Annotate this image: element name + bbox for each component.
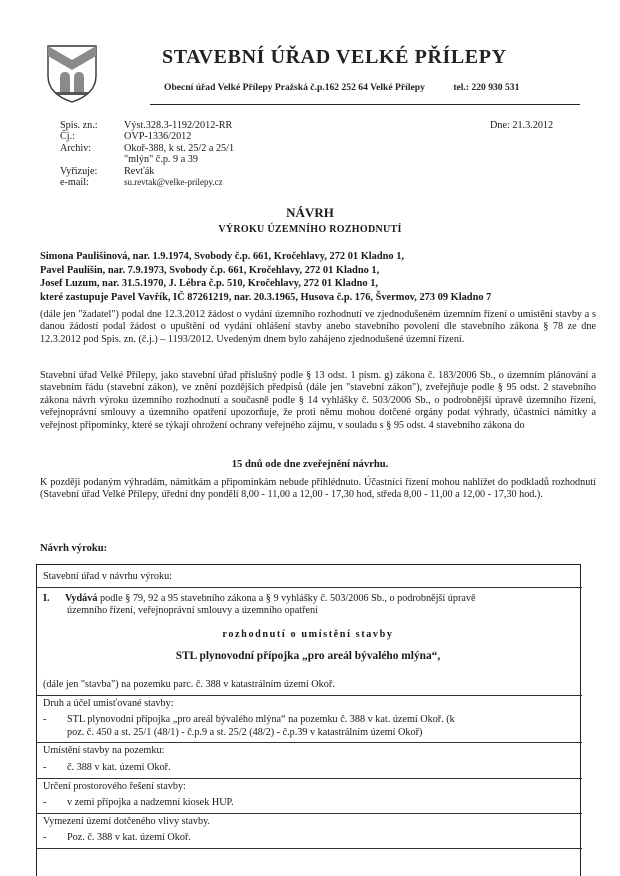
urceni-label: Určení prostorového řešení stavby: [43, 780, 186, 792]
umisteni-line: - č. 388 v kat. území Okoř. [43, 761, 171, 773]
applicant-line: Simona Paulišinová, nar. 1.9.1974, Svobody č.p. 661, Kročehlavy, 272 01 Kladno 1, [40, 251, 405, 262]
meta-row: Vyřizuje: Revťák [60, 165, 155, 177]
document-date: Dne: 21.3.2012 [490, 120, 554, 131]
item-line: I. Vydává podle § 79, 92 a 95 stavebního zákona a § 9 vyhlášky č. 503/2006 Sb., o podrobnější úpravě [43, 592, 476, 604]
vymezeni-label: Vymezení území dotčeného vlivy stavby. [43, 815, 211, 827]
meta-row: Čj.: OVP-1336/2012 [60, 131, 192, 143]
header-divider [150, 104, 580, 105]
address-text: Obecní úřad Velké Přílepy Pražská č.p.162 252 64 Velké Přílepy [164, 82, 425, 93]
applicant-list [40, 250, 600, 304]
applicant-line: Pavel Paulišin, nar. 7.9.1973, Svobody č.p. 661, Kročehlavy, 272 01 Kladno 1, [40, 264, 380, 276]
paragraph-inspection: K později podaným výhradám, námitkám a připomínkám nebude přihlédnuto. Účastníci řízení mohou nahlížet do podkladů rozhodnutí (Stavební úřad Velké Přílepy, úřední dny pondělí 8,00 - 11,00 a 12,00 - 17,30 hod, středa 8,00 - 11,00 a 12,00 - 17,30 hod.). [40, 477, 596, 501]
umisteni-label: Umístění stavby na pozemku: [43, 745, 165, 757]
applicant-line: které zastupuje Pavel Vavřík, IČ 87261219, nar. 20.3.1965, Husova č.p. 176, Švermov, 273 09 Kladno 7 [40, 291, 492, 303]
document-subheading: VÝROKU ÚZEMNÍHO ROZHODNUTÍ [218, 224, 402, 235]
druh-line: - STL plynovodní přípojka „pro areál bývalého mlýna“ na pozemku č. 388 v kat. území Okoř. (k [43, 714, 455, 726]
proposal-label: Návrh výroku: [40, 543, 108, 554]
meta-row: Archiv: Okoř-388, k st. 25/2 a 25/1 [60, 142, 235, 154]
item-line-2: územního řízení, veřejnoprávní smlouvy a územního opatření [67, 605, 318, 617]
applicant-line: Josef Luzum, nar. 31.5.1970, J. Lébra č.p. 510, Kročehlavy, 272 01 Kladno 1, [40, 278, 378, 290]
meta-row: e-mail: su.revtak@velke-prilepy.cz [60, 177, 223, 189]
decision-title: rozhodnutí o umístění stavby [222, 628, 394, 640]
proposal-box [36, 564, 581, 876]
meta-row: "mlýn" č.p. 9 a 39 [124, 154, 198, 166]
document-heading: NÁVRH [286, 205, 334, 220]
paragraph-notice: Stavební úřad Velké Přílepy, jako stavební úřad příslušný podle § 13 odst. 1 písm. g) zákona č. 183/2006 Sb., o územním plánování a stavebním řádu (stavební zákon), ve znění pozdějších předpisů (dále jen "stavební zákon"), zveřejňuje podle § 95 odst. 2 stavebního zákona návrh výroku územního rozhodnutí a současně podle § 14 vyhlášky č. 503/2006 Sb., o podrobnější úpravě územního řízení, veřejnoprávní smlouvy a územního opatření upozorňuje, že proti němu mohou dotčené orgány podat výhrady, účastníci námitky a veřejnost připomínky, které se týkají ohrožení ochrany veřejného zájmu, v souladu s § 95 odst. 4 stavebního zákona do [40, 370, 596, 431]
box-intro: Stavební úřad v návrhu výroku: [43, 571, 173, 582]
deadline-notice: 15 dnů ode dne zveřejnění návrhu. [231, 459, 389, 470]
project-name: STL plynovodní přípojka „pro areál bývalého mlýna“, [175, 650, 441, 663]
phone-number: tel.: 220 930 531 [453, 82, 520, 93]
urceni-line: - v zemi přípojka a nadzemní kiosek HUP. [43, 797, 234, 809]
file-metadata [60, 120, 234, 188]
paragraph-application: (dále jen "žadatel") podal dne 12.3.2012 žádost o vydání územního rozhodnutí ve zjednodušeném územním řízení o umístění stavby a s danou žádostí podal žádost o upuštění od vydání ohlášení stavby anebo stavebního povolení dle stavebního zákona § 78 ze dne 12.3.2012 pod Spis. zn. (č.j.) – 1193/2012. Uvedeným dnem bylo zahájeno zjednodušené územní řízení. [40, 309, 596, 345]
druh-line-2: poz. č. 450 a st. 25/1 (48/1) - č.p.9 a st. 25/2 (48/2) - č.p.39 v katastrálním území Okoř) [67, 726, 423, 738]
vymezeni-line: - Poz. č. 388 v kat. území Okoř. [43, 832, 191, 844]
stavba-definition: (dále jen "stavba") na pozemku parc. č. 388 v katastrálním území Okoř. [43, 678, 335, 690]
druh-label: Druh a účel umisťované stavby: [43, 697, 174, 709]
office-title: STAVEBNÍ ÚŘAD VELKÉ PŘÍLEPY [162, 46, 507, 68]
municipal-coat-of-arms [46, 42, 98, 104]
email-link[interactable]: su.revtak@velke-prilepy.cz [124, 177, 223, 188]
office-address [164, 82, 519, 93]
meta-row: Spis. zn.: Výst.328.3-1192/2012-RR [60, 120, 233, 131]
